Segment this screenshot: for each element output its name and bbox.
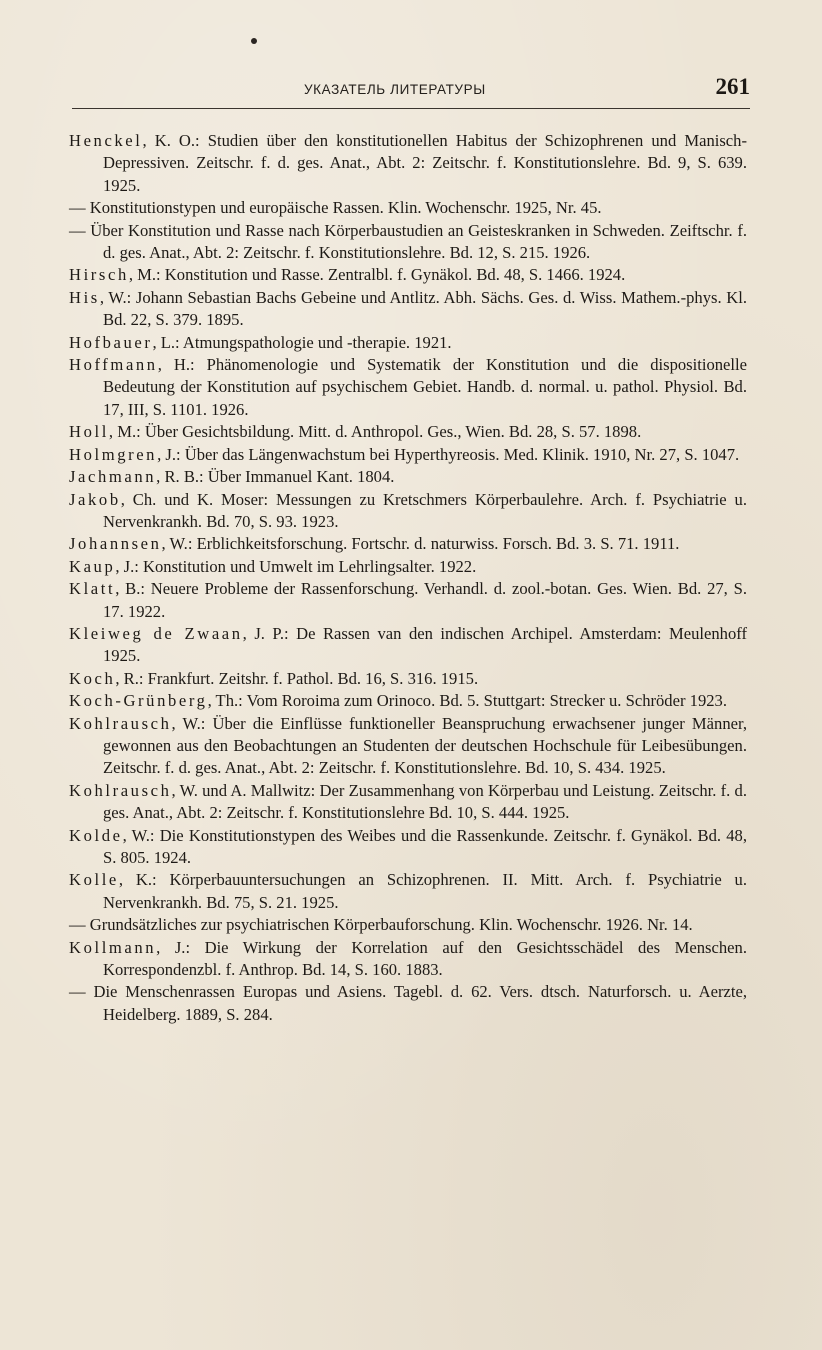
entry-author: Kolle: [69, 870, 119, 890]
bibliography-entry: [69, 197, 747, 219]
bibliography-entry: [69, 825, 747, 870]
bibliography-entry: [69, 937, 747, 982]
entry-author: Koch: [69, 668, 116, 688]
entry-author: Jakob: [69, 489, 121, 509]
entry-citation: , L.: Atmungspathologie und -therapie. 1921.: [152, 332, 452, 352]
bibliography-entry: [69, 556, 747, 578]
entry-citation: , K. O.: Studien über den konstitutionellen Habitus der Schizophrenen und Manisch-Depressiven. Zeitschr. f. d. ges. Anat., Abt. 2: Zeitschr. f. Konstitutionslehre. Bd. 9, S. 639. 1925.: [103, 131, 747, 195]
page-title: УКАЗАТЕЛЬ ЛИТЕРАТУРЫ: [304, 82, 486, 97]
entry-author: Henckel: [69, 131, 143, 150]
entry-author: Holl: [69, 422, 109, 442]
ditto-dash: —: [69, 982, 86, 1002]
entry-citation: , Ch. und K. Moser: Messungen zu Kretschmers Körperbaulehre. Arch. f. Psychiatrie u. Nervenkrankh. Bd. 70, S. 93. 1923.: [103, 489, 747, 531]
entry-author: Kohlrausch: [69, 713, 172, 733]
entry-citation: , H.: Phänomenologie und Systematik der Konstitution und die dispositionelle Bedeutung der Konstitution auf psychischem Gebiet. Handb. d. normal. u. pathol. Physiol. Bd. 17, III, S. 1101. 1926.: [103, 355, 747, 419]
entry-citation: , M.: Über Gesichtsbildung. Mitt. d. Anthropol. Ges., Wien. Bd. 28, S. 57. 1898.: [108, 422, 642, 442]
entry-citation: , R.: Frankfurt. Zeitshr. f. Pathol. Bd. 16, S. 316. 1915.: [115, 668, 479, 688]
bibliography-entry: [69, 220, 747, 265]
entry-citation: , J.: Konstitution und Umwelt im Lehrlingsalter. 1922.: [115, 556, 477, 576]
entry-author: His: [69, 287, 100, 307]
bibliography-list: [69, 130, 747, 1026]
entry-author: Kaup: [69, 556, 116, 576]
bibliography-entry: [69, 287, 747, 332]
entry-citation: , B.: Neuere Probleme der Rassenforschung. Verhandl. d. zool.-botan. Ges. Wien. Bd. 27, S. 17. 1922.: [103, 579, 747, 621]
bibliography-entry: [69, 623, 747, 668]
bibliography-entry: [69, 578, 747, 623]
entry-citation: , W. und A. Mallwitz: Der Zusammenhang von Körperbau und Leistung. Zeitschr. f. d. ges. Anat., Abt. 2: Zeitschr. f. Konstitutionslehre Bd. 10, S. 444. 1925.: [103, 780, 747, 823]
entry-author: Kollmann: [69, 937, 157, 957]
bibliography-entry: [69, 444, 747, 466]
entry-citation: , W.: Erblichkeitsforschung. Fortschr. d. naturwiss. Forsch. Bd. 3. S. 71. 1911.: [161, 534, 680, 554]
bibliography-entry: [69, 780, 747, 825]
bibliography-entry: [69, 264, 747, 286]
bibliography-entry: [69, 489, 747, 534]
bibliography-entry: [69, 869, 747, 914]
entry-citation: Die Menschenrassen Europas und Asiens. Tagebl. d. 62. Vers. dtsch. Naturforsch. u. Aerzte, Heidelberg. 1889, S. 284.: [85, 982, 747, 1024]
entry-citation: , J.: Die Wirkung der Korrelation auf den Gesichtsschädel des Menschen. Korrespondenzbl. f. Anthrop. Bd. 14, S. 160. 1883.: [103, 937, 747, 980]
entry-author: Jachmann: [69, 467, 157, 487]
entry-citation: , W.: Über die Einflüsse funktioneller Beanspruchung erwachsener junger Männer, gewonnen aus den Beobachtungen an Studenten der deutschen Hochschule für Leibesübungen. Zeitschr. f. d. ges. Anat., Abt. 2: Zeitschr. f. Konstitutionslehre. Bd. 10, S. 434. 1925.: [103, 713, 747, 778]
bibliography-entry: [69, 466, 747, 488]
entry-author: Kolde: [69, 825, 123, 845]
entry-author: Koch-Grünberg: [69, 691, 208, 711]
ditto-dash: —: [69, 198, 86, 218]
running-header: [72, 74, 750, 109]
entry-author: Holmgren: [69, 444, 158, 464]
bibliography-entry: [69, 981, 747, 1026]
entry-citation: , M.: Konstitution und Rasse. Zentralbl. f. Gynäkol. Bd. 48, S. 1466. 1924.: [128, 265, 626, 285]
entry-citation: , W.: Die Konstitutionstypen des Weibes und die Rassenkunde. Zeitschr. f. Gynäkol. Bd. 48, S. 805. 1924.: [103, 825, 747, 867]
entry-author: Kleiweg de Zwaan: [69, 623, 243, 643]
bibliography-entry: [69, 713, 747, 780]
bibliography-entry: [69, 668, 747, 690]
bibliography-entry: [69, 354, 747, 421]
entry-citation: , Th.: Vom Roroima zum Orinoco. Bd. 5. Stuttgart: Strecker u. Schröder 1923.: [207, 691, 727, 711]
page-number: 261: [715, 74, 750, 99]
entry-author: Johannsen: [69, 534, 162, 554]
entry-citation: , J. P.: De Rassen van den indischen Archipel. Amsterdam: Meulenhoff 1925.: [103, 623, 747, 666]
ditto-dash: —: [69, 915, 86, 935]
entry-author: Klatt: [69, 579, 116, 599]
bibliography-entry: [69, 690, 747, 712]
bibliography-entry: [69, 332, 747, 354]
entry-author: Hirsch: [69, 265, 129, 285]
bibliography-entry: [69, 421, 747, 443]
entry-author: Kohlrausch: [69, 780, 172, 800]
bibliography-entry: [69, 914, 747, 936]
entry-citation: , J.: Über das Längenwachstum bei Hyperthyreosis. Med. Klinik. 1910, Nr. 27, S. 1047.: [157, 444, 740, 464]
ditto-dash: —: [69, 220, 86, 240]
entry-citation: Grundsätzliches zur psychiatrischen Körperbauforschung. Klin. Wochenschr. 1926. Nr. 14.: [85, 915, 693, 935]
ink-dot-mark: [251, 38, 257, 44]
entry-citation: Über Konstitution und Rasse nach Körperbaustudien an Geisteskranken in Schweden. Zeiftschr. f. d. ges. Anat., Abt. 2: Zeitschr. f. Konstitutionslehre. Bd. 12, S. 215. 1926.: [85, 220, 747, 263]
entry-citation: , W.: Johann Sebastian Bachs Gebeine und Antlitz. Abh. Sächs. Ges. d. Wiss. Mathem.-phys. Kl. Bd. 22, S. 379. 1895.: [99, 287, 747, 330]
bibliography-entry: [69, 533, 747, 555]
entry-citation: , K.: Körperbauuntersuchungen an Schizophrenen. II. Mitt. Arch. f. Psychiatrie u. Nervenkrankh. Bd. 75, S. 21. 1925.: [103, 870, 747, 912]
bibliography-entry: [69, 130, 747, 197]
entry-citation: , R. B.: Über Immanuel Kant. 1804.: [156, 467, 395, 487]
entry-citation: Konstitutionstypen und europäische Rassen. Klin. Wochenschr. 1925, Nr. 45.: [85, 198, 602, 218]
entry-author: Hofbauer: [69, 332, 153, 352]
entry-author: Hoffmann: [69, 355, 158, 375]
